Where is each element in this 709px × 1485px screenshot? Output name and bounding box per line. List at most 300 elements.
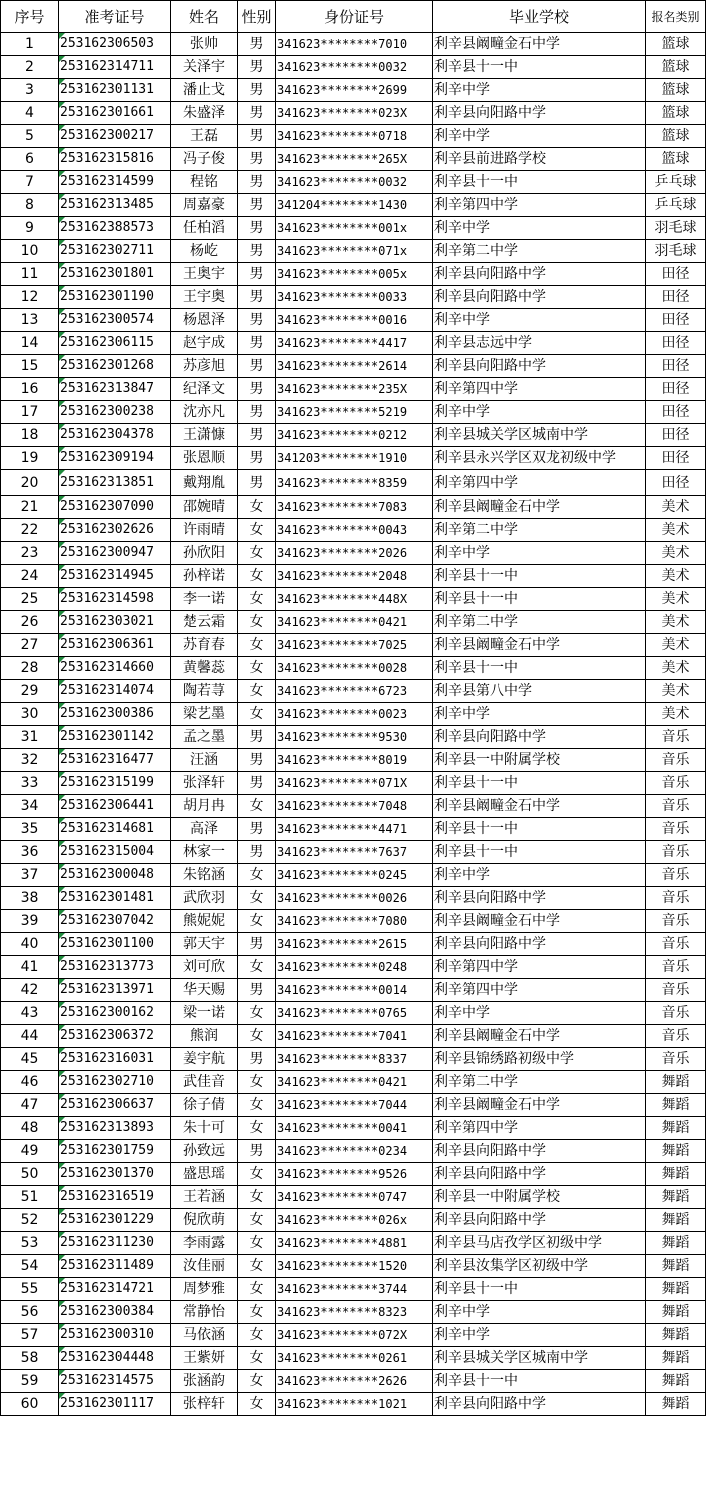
cell-name: 姜宇航	[171, 1048, 238, 1071]
cell-seq: 6	[1, 148, 59, 171]
cell-seq: 28	[1, 657, 59, 680]
cell-category: 美术	[646, 611, 706, 634]
cell-school: 利辛第四中学	[433, 979, 646, 1002]
cell-id-number: 341623********0016	[276, 309, 433, 332]
table-row	[1, 841, 706, 864]
table-row	[1, 1071, 706, 1094]
cell-name: 纪泽文	[171, 378, 238, 401]
table-row	[1, 542, 706, 565]
cell-category: 田径	[646, 309, 706, 332]
cell-exam-number: 253162301229	[59, 1209, 171, 1232]
cell-exam-number: 253162301142	[59, 726, 171, 749]
cell-category: 田径	[646, 332, 706, 355]
cell-name: 赵宇成	[171, 332, 238, 355]
cell-exam-number: 253162314598	[59, 588, 171, 611]
cell-gender: 男	[238, 979, 276, 1002]
table-row	[1, 1025, 706, 1048]
cell-gender: 女	[238, 542, 276, 565]
cell-id-number: 341623********0245	[276, 864, 433, 887]
table-row	[1, 309, 706, 332]
cell-school: 利辛县向阳路中学	[433, 726, 646, 749]
cell-id-number: 341623********4881	[276, 1232, 433, 1255]
cell-gender: 女	[238, 1025, 276, 1048]
cell-seq: 54	[1, 1255, 59, 1278]
cell-name: 王奥宇	[171, 263, 238, 286]
cell-name: 周梦雅	[171, 1278, 238, 1301]
table-row	[1, 1002, 706, 1025]
cell-exam-number: 253162302711	[59, 240, 171, 263]
cell-id-number: 341623********2699	[276, 79, 433, 102]
cell-school: 利辛第四中学	[433, 956, 646, 979]
cell-id-number: 341623********7025	[276, 634, 433, 657]
cell-exam-number: 253162304378	[59, 424, 171, 447]
cell-name: 张涵韵	[171, 1370, 238, 1393]
table-row	[1, 680, 706, 703]
cell-name: 盛思瑶	[171, 1163, 238, 1186]
cell-exam-number: 253162313485	[59, 194, 171, 217]
cell-id-number: 341204********1430	[276, 194, 433, 217]
cell-exam-number: 253162316031	[59, 1048, 171, 1071]
cell-category: 舞蹈	[646, 1324, 706, 1347]
cell-school: 利辛中学	[433, 309, 646, 332]
cell-exam-number: 253162313773	[59, 956, 171, 979]
cell-seq: 11	[1, 263, 59, 286]
cell-name: 王紫妍	[171, 1347, 238, 1370]
cell-gender: 男	[238, 424, 276, 447]
table-row	[1, 910, 706, 933]
cell-name: 王宇奥	[171, 286, 238, 309]
cell-school: 利辛县十一中	[433, 818, 646, 841]
cell-name: 周嘉豪	[171, 194, 238, 217]
cell-id-number: 341623********023X	[276, 102, 433, 125]
cell-category: 舞蹈	[646, 1255, 706, 1278]
cell-gender: 男	[238, 772, 276, 795]
cell-seq: 21	[1, 496, 59, 519]
cell-gender: 女	[238, 680, 276, 703]
cell-id-number: 341623********072X	[276, 1324, 433, 1347]
cell-name: 杨屹	[171, 240, 238, 263]
cell-category: 音乐	[646, 1025, 706, 1048]
cell-gender: 女	[238, 1209, 276, 1232]
cell-exam-number: 253162307090	[59, 496, 171, 519]
cell-name: 郭天宇	[171, 933, 238, 956]
cell-gender: 女	[238, 1324, 276, 1347]
cell-name: 王磊	[171, 125, 238, 148]
cell-id-number: 341623********0718	[276, 125, 433, 148]
cell-category: 舞蹈	[646, 1301, 706, 1324]
cell-seq: 18	[1, 424, 59, 447]
cell-seq: 5	[1, 125, 59, 148]
cell-id-number: 341623********2626	[276, 1370, 433, 1393]
cell-seq: 2	[1, 56, 59, 79]
cell-gender: 男	[238, 401, 276, 424]
cell-category: 音乐	[646, 726, 706, 749]
cell-school: 利辛县向阳路中学	[433, 102, 646, 125]
cell-seq: 45	[1, 1048, 59, 1071]
cell-exam-number: 253162300217	[59, 125, 171, 148]
cell-name: 张帅	[171, 33, 238, 56]
cell-name: 林家一	[171, 841, 238, 864]
cell-gender: 女	[238, 1071, 276, 1094]
cell-gender: 男	[238, 194, 276, 217]
cell-seq: 19	[1, 447, 59, 470]
cell-name: 倪欣萌	[171, 1209, 238, 1232]
table-row	[1, 1278, 706, 1301]
table-row	[1, 1232, 706, 1255]
cell-gender: 男	[238, 309, 276, 332]
cell-category: 田径	[646, 286, 706, 309]
cell-exam-number: 253162301759	[59, 1140, 171, 1163]
cell-gender: 男	[238, 332, 276, 355]
cell-category: 舞蹈	[646, 1232, 706, 1255]
cell-exam-number: 253162306503	[59, 33, 171, 56]
cell-school: 利辛县十一中	[433, 772, 646, 795]
cell-gender: 男	[238, 263, 276, 286]
table-row	[1, 1301, 706, 1324]
table-row	[1, 286, 706, 309]
table-row	[1, 933, 706, 956]
cell-exam-number: 253162303021	[59, 611, 171, 634]
cell-name: 邵婉晴	[171, 496, 238, 519]
cell-school: 利辛中学	[433, 217, 646, 240]
cell-name: 孙欣阳	[171, 542, 238, 565]
cell-exam-number: 253162300162	[59, 1002, 171, 1025]
cell-name: 孙梓诺	[171, 565, 238, 588]
cell-school: 利辛第二中学	[433, 240, 646, 263]
cell-id-number: 341623********8359	[276, 470, 433, 496]
cell-name: 许雨晴	[171, 519, 238, 542]
cell-category: 音乐	[646, 910, 706, 933]
table-row	[1, 519, 706, 542]
cell-category: 田径	[646, 424, 706, 447]
cell-category: 篮球	[646, 148, 706, 171]
cell-school: 利辛第四中学	[433, 470, 646, 496]
table-row	[1, 56, 706, 79]
cell-seq: 52	[1, 1209, 59, 1232]
cell-id-number: 341623********265X	[276, 148, 433, 171]
cell-category: 舞蹈	[646, 1347, 706, 1370]
cell-school: 利辛县向阳路中学	[433, 286, 646, 309]
table-row	[1, 332, 706, 355]
cell-id-number: 341623********8019	[276, 749, 433, 772]
table-row	[1, 470, 706, 496]
cell-name: 张泽轩	[171, 772, 238, 795]
cell-school: 利辛县十一中	[433, 841, 646, 864]
cell-category: 美术	[646, 703, 706, 726]
cell-gender: 男	[238, 217, 276, 240]
cell-id-number: 341623********0023	[276, 703, 433, 726]
cell-gender: 男	[238, 841, 276, 864]
cell-id-number: 341623********7083	[276, 496, 433, 519]
cell-school: 利辛第四中学	[433, 378, 646, 401]
cell-school: 利辛中学	[433, 542, 646, 565]
table-row	[1, 1186, 706, 1209]
cell-category: 舞蹈	[646, 1163, 706, 1186]
cell-id-number: 341623********005x	[276, 263, 433, 286]
cell-category: 篮球	[646, 125, 706, 148]
cell-exam-number: 253162313851	[59, 470, 171, 496]
cell-school: 利辛县前进路学校	[433, 148, 646, 171]
header-gender: 性别	[238, 1, 276, 33]
cell-school: 利辛县第八中学	[433, 680, 646, 703]
cell-category: 美术	[646, 680, 706, 703]
cell-exam-number: 253162306115	[59, 332, 171, 355]
cell-gender: 女	[238, 565, 276, 588]
cell-category: 美术	[646, 496, 706, 519]
cell-school: 利辛县城关学区城南中学	[433, 424, 646, 447]
cell-exam-number: 253162301481	[59, 887, 171, 910]
cell-school: 利辛县向阳路中学	[433, 1140, 646, 1163]
table-row	[1, 703, 706, 726]
cell-id-number: 341623********0033	[276, 286, 433, 309]
cell-gender: 男	[238, 1140, 276, 1163]
cell-seq: 8	[1, 194, 59, 217]
cell-school: 利辛县阚疃金石中学	[433, 795, 646, 818]
cell-gender: 女	[238, 1393, 276, 1416]
cell-exam-number: 253162300238	[59, 401, 171, 424]
cell-school: 利辛县十一中	[433, 565, 646, 588]
cell-id-number: 341623********071x	[276, 240, 433, 263]
cell-gender: 女	[238, 496, 276, 519]
cell-school: 利辛中学	[433, 1324, 646, 1347]
cell-id-number: 341623********9530	[276, 726, 433, 749]
cell-seq: 55	[1, 1278, 59, 1301]
cell-gender: 女	[238, 634, 276, 657]
cell-id-number: 341623********0747	[276, 1186, 433, 1209]
cell-exam-number: 253162314721	[59, 1278, 171, 1301]
cell-school: 利辛县十一中	[433, 171, 646, 194]
cell-name: 汪涵	[171, 749, 238, 772]
cell-id-number: 341623********448X	[276, 588, 433, 611]
cell-gender: 女	[238, 1301, 276, 1324]
cell-id-number: 341623********4471	[276, 818, 433, 841]
table-row	[1, 657, 706, 680]
cell-exam-number: 253162301131	[59, 79, 171, 102]
cell-id-number: 341623********8323	[276, 1301, 433, 1324]
cell-seq: 44	[1, 1025, 59, 1048]
table-row	[1, 1140, 706, 1163]
cell-school: 利辛县十一中	[433, 1278, 646, 1301]
cell-id-number: 341623********5219	[276, 401, 433, 424]
cell-exam-number: 253162314599	[59, 171, 171, 194]
cell-id-number: 341623********7010	[276, 33, 433, 56]
cell-category: 美术	[646, 542, 706, 565]
cell-gender: 女	[238, 657, 276, 680]
cell-seq: 53	[1, 1232, 59, 1255]
cell-category: 田径	[646, 263, 706, 286]
table-row	[1, 726, 706, 749]
cell-exam-number: 253162314575	[59, 1370, 171, 1393]
table-row	[1, 378, 706, 401]
cell-id-number: 341623********0041	[276, 1117, 433, 1140]
cell-category: 舞蹈	[646, 1186, 706, 1209]
cell-gender: 男	[238, 470, 276, 496]
cell-name: 沈亦凡	[171, 401, 238, 424]
cell-id-number: 341623********4417	[276, 332, 433, 355]
cell-name: 朱铭涵	[171, 864, 238, 887]
cell-exam-number: 253162300574	[59, 309, 171, 332]
cell-category: 舞蹈	[646, 1117, 706, 1140]
cell-gender: 女	[238, 1117, 276, 1140]
cell-category: 美术	[646, 657, 706, 680]
table-row	[1, 1370, 706, 1393]
cell-school: 利辛中学	[433, 1301, 646, 1324]
cell-id-number: 341623********8337	[276, 1048, 433, 1071]
cell-name: 熊润	[171, 1025, 238, 1048]
table-row	[1, 355, 706, 378]
cell-school: 利辛县志远中学	[433, 332, 646, 355]
table-row	[1, 979, 706, 1002]
cell-seq: 29	[1, 680, 59, 703]
cell-school: 利辛第二中学	[433, 1071, 646, 1094]
cell-name: 张梓轩	[171, 1393, 238, 1416]
table-row	[1, 148, 706, 171]
cell-name: 高泽	[171, 818, 238, 841]
cell-name: 楚云霜	[171, 611, 238, 634]
table-row	[1, 795, 706, 818]
cell-name: 常静怡	[171, 1301, 238, 1324]
cell-school: 利辛第四中学	[433, 194, 646, 217]
table-row	[1, 887, 706, 910]
cell-gender: 女	[238, 588, 276, 611]
cell-category: 羽毛球	[646, 217, 706, 240]
cell-seq: 23	[1, 542, 59, 565]
cell-id-number: 341623********0261	[276, 1347, 433, 1370]
cell-id-number: 341623********0234	[276, 1140, 433, 1163]
cell-school: 利辛中学	[433, 1002, 646, 1025]
table-row	[1, 1117, 706, 1140]
cell-id-number: 341623********0248	[276, 956, 433, 979]
cell-category: 音乐	[646, 841, 706, 864]
cell-exam-number: 253162315816	[59, 148, 171, 171]
cell-school: 利辛中学	[433, 125, 646, 148]
cell-exam-number: 253162314945	[59, 565, 171, 588]
cell-seq: 32	[1, 749, 59, 772]
table-row	[1, 424, 706, 447]
cell-exam-number: 253162315199	[59, 772, 171, 795]
cell-gender: 女	[238, 1232, 276, 1255]
cell-school: 利辛县向阳路中学	[433, 1209, 646, 1232]
cell-exam-number: 253162314711	[59, 56, 171, 79]
table-row	[1, 496, 706, 519]
cell-exam-number: 253162315004	[59, 841, 171, 864]
cell-id-number: 341623********3744	[276, 1278, 433, 1301]
cell-name: 苏育春	[171, 634, 238, 657]
cell-exam-number: 253162301268	[59, 355, 171, 378]
cell-exam-number: 253162313893	[59, 1117, 171, 1140]
cell-id-number: 341623********0043	[276, 519, 433, 542]
cell-gender: 男	[238, 1048, 276, 1071]
cell-exam-number: 253162388573	[59, 217, 171, 240]
cell-id-number: 341623********0014	[276, 979, 433, 1002]
cell-category: 音乐	[646, 749, 706, 772]
cell-exam-number: 253162300947	[59, 542, 171, 565]
cell-school: 利辛县向阳路中学	[433, 355, 646, 378]
cell-seq: 58	[1, 1347, 59, 1370]
cell-category: 音乐	[646, 1048, 706, 1071]
cell-name: 李雨露	[171, 1232, 238, 1255]
cell-name: 关泽宇	[171, 56, 238, 79]
cell-id-number: 341623********7080	[276, 910, 433, 933]
cell-id-number: 341623********9526	[276, 1163, 433, 1186]
cell-name: 朱十可	[171, 1117, 238, 1140]
cell-name: 王潇慷	[171, 424, 238, 447]
header-exam-number: 准考证号	[59, 1, 171, 33]
cell-category: 田径	[646, 378, 706, 401]
cell-gender: 女	[238, 1163, 276, 1186]
cell-gender: 男	[238, 378, 276, 401]
table-row	[1, 102, 706, 125]
cell-category: 羽毛球	[646, 240, 706, 263]
cell-gender: 女	[238, 1278, 276, 1301]
table-row	[1, 1347, 706, 1370]
cell-school: 利辛县城关学区城南中学	[433, 1347, 646, 1370]
cell-category: 美术	[646, 565, 706, 588]
cell-category: 田径	[646, 355, 706, 378]
cell-gender: 男	[238, 355, 276, 378]
cell-school: 利辛中学	[433, 703, 646, 726]
cell-seq: 49	[1, 1140, 59, 1163]
table-row	[1, 588, 706, 611]
cell-gender: 男	[238, 818, 276, 841]
cell-exam-number: 253162301801	[59, 263, 171, 286]
table-row	[1, 634, 706, 657]
cell-gender: 男	[238, 933, 276, 956]
cell-gender: 女	[238, 1002, 276, 1025]
cell-seq: 36	[1, 841, 59, 864]
cell-school: 利辛县马店孜学区初级中学	[433, 1232, 646, 1255]
table-row	[1, 1163, 706, 1186]
cell-seq: 17	[1, 401, 59, 424]
cell-category: 美术	[646, 588, 706, 611]
cell-school: 利辛县十一中	[433, 657, 646, 680]
cell-seq: 14	[1, 332, 59, 355]
cell-id-number: 341623********2615	[276, 933, 433, 956]
cell-id-number: 341623********001x	[276, 217, 433, 240]
cell-exam-number: 253162313971	[59, 979, 171, 1002]
table-body	[1, 33, 706, 1416]
table-row	[1, 263, 706, 286]
cell-seq: 3	[1, 79, 59, 102]
cell-name: 孟之墨	[171, 726, 238, 749]
cell-gender: 女	[238, 519, 276, 542]
cell-seq: 16	[1, 378, 59, 401]
table-row	[1, 1094, 706, 1117]
cell-seq: 1	[1, 33, 59, 56]
table-row	[1, 1324, 706, 1347]
cell-name: 孙致远	[171, 1140, 238, 1163]
cell-seq: 56	[1, 1301, 59, 1324]
cell-exam-number: 253162311489	[59, 1255, 171, 1278]
cell-exam-number: 253162304448	[59, 1347, 171, 1370]
cell-exam-number: 253162301370	[59, 1163, 171, 1186]
cell-category: 田径	[646, 401, 706, 424]
cell-category: 音乐	[646, 979, 706, 1002]
cell-category: 舞蹈	[646, 1140, 706, 1163]
cell-exam-number: 253162306372	[59, 1025, 171, 1048]
table-row	[1, 818, 706, 841]
cell-id-number: 341203********1910	[276, 447, 433, 470]
cell-category: 舞蹈	[646, 1370, 706, 1393]
cell-school: 利辛县十一中	[433, 1370, 646, 1393]
cell-exam-number: 253162313847	[59, 378, 171, 401]
cell-gender: 女	[238, 1347, 276, 1370]
cell-seq: 38	[1, 887, 59, 910]
table-row	[1, 217, 706, 240]
cell-name: 戴翔胤	[171, 470, 238, 496]
cell-id-number: 341623********6723	[276, 680, 433, 703]
table-row	[1, 1048, 706, 1071]
